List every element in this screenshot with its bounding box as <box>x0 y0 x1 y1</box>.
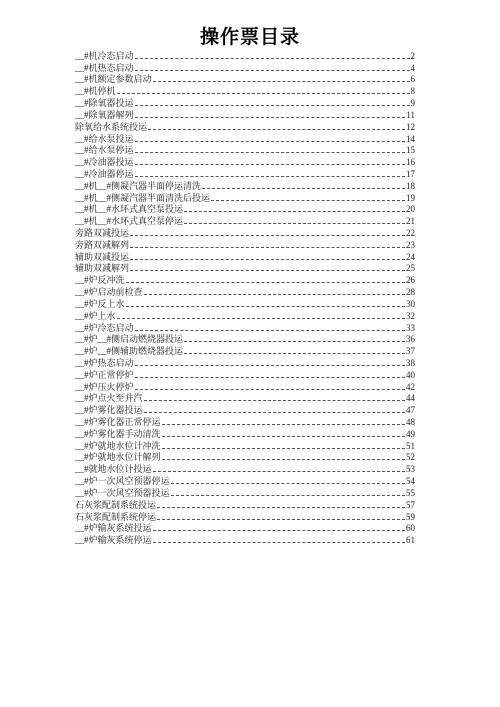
dot-leader <box>130 247 405 248</box>
toc-entry-label: __#炉输灰系统投运 <box>75 523 152 534</box>
toc-entry-page-number: 25 <box>406 263 415 274</box>
dot-leader <box>171 483 405 484</box>
toc-entry[interactable] <box>75 345 415 357</box>
dot-leader <box>157 507 405 508</box>
toc-entry-page-number: 15 <box>406 145 415 156</box>
dot-leader <box>162 424 405 425</box>
dot-leader <box>162 436 405 437</box>
toc-entry-label: 旁路双减解列 <box>75 239 130 250</box>
dot-leader <box>135 152 405 153</box>
toc-entry[interactable] <box>75 62 415 74</box>
toc-entry-label: __#机额定参数启动 <box>75 74 152 85</box>
toc-entry-page-number: 4 <box>410 62 415 73</box>
dot-leader <box>162 448 405 449</box>
toc-entry-page-number: 36 <box>406 334 415 345</box>
toc-entry-page-number: 54 <box>406 476 415 487</box>
dot-leader <box>153 542 405 543</box>
toc-entry-page-number: 21 <box>406 216 415 227</box>
toc-entry-label: __#机热态启动 <box>75 62 134 73</box>
toc-entry-label: __#炉__#侧辅助燃烧器投运 <box>75 346 184 357</box>
dot-leader <box>135 117 406 118</box>
toc-entry-label: __#机__#侧凝汽器半面清洗后投运 <box>75 192 211 203</box>
toc-entry-page-number: 23 <box>406 239 415 250</box>
dot-leader <box>135 58 410 59</box>
toc-entry-label: __#炉一次风空预器停运 <box>75 476 170 487</box>
dot-leader <box>157 519 405 520</box>
toc-entry[interactable] <box>75 440 415 452</box>
toc-entry[interactable] <box>75 145 415 157</box>
toc-entry[interactable] <box>75 156 415 168</box>
toc-entry[interactable] <box>75 227 415 239</box>
toc-entry-label: 辅助双减解列 <box>75 263 130 274</box>
dot-leader <box>153 530 405 531</box>
dot-leader <box>184 341 405 342</box>
toc-entry-label: __#除氧器解列 <box>75 109 134 120</box>
dot-leader <box>135 164 405 165</box>
dot-leader <box>130 235 405 236</box>
dot-leader <box>184 223 405 224</box>
toc-entry[interactable] <box>75 404 415 416</box>
toc-entry-label: __#机__#水环式真空泵停运 <box>75 216 184 227</box>
toc-entry[interactable] <box>75 369 415 381</box>
toc-entry[interactable] <box>75 85 415 97</box>
toc-entry-page-number: 28 <box>406 287 415 298</box>
toc-entry[interactable] <box>75 475 415 487</box>
toc-entry-label: __#炉__#侧启动燃烧器投运 <box>75 334 184 345</box>
toc-entry[interactable] <box>75 393 415 405</box>
toc-entry-page-number: 51 <box>406 440 415 451</box>
toc-entry[interactable] <box>75 215 415 227</box>
toc-entry-page-number: 47 <box>406 405 415 416</box>
toc-entry-page-number: 60 <box>406 523 415 534</box>
toc-entry-label: 石灰浆配制系统投运 <box>75 499 157 510</box>
dot-leader <box>144 294 405 295</box>
toc-entry-label: __#冷油器停运 <box>75 168 134 179</box>
toc-entry-page-number: 12 <box>406 121 415 132</box>
toc-entry[interactable] <box>75 180 415 192</box>
toc-entry-label: __#炉上水 <box>75 310 116 321</box>
toc-entry-label: __#机__#水环式真空泵投运 <box>75 204 184 215</box>
dot-leader <box>153 471 405 472</box>
toc-entry-label: __#机停机 <box>75 86 116 97</box>
toc-entry-label: __#炉启动前检查 <box>75 287 143 298</box>
toc-entry[interactable] <box>75 511 415 523</box>
toc-entry-label: __#炉热态启动 <box>75 357 134 368</box>
toc-entry-label: 旁路双减投运 <box>75 228 130 238</box>
dot-leader <box>135 70 410 71</box>
toc-entry[interactable] <box>75 50 415 62</box>
dot-leader <box>130 270 405 271</box>
toc-entry-page-number: 52 <box>406 452 415 463</box>
toc-entry-page-number: 14 <box>406 133 415 144</box>
toc-entry-label: __#炉雾化器投运 <box>75 405 143 416</box>
dot-leader <box>135 176 405 177</box>
toc-entry-page-number: 8 <box>410 86 415 97</box>
toc-entry[interactable] <box>75 121 415 133</box>
toc-entry[interactable] <box>75 263 415 275</box>
dot-leader <box>144 412 405 413</box>
toc-entry-page-number: 16 <box>406 157 415 168</box>
toc-entry-page-number: 9 <box>410 98 415 109</box>
toc-entry[interactable] <box>75 463 415 475</box>
toc-entry-page-number: 38 <box>406 357 415 368</box>
toc-entry[interactable] <box>75 322 415 334</box>
toc-entry-label: __#炉就地水位计冲洗 <box>75 440 161 451</box>
toc-entry-page-number: 44 <box>406 393 415 404</box>
toc-entry-page-number: 6 <box>410 74 415 85</box>
toc-entry[interactable] <box>75 298 415 310</box>
toc-entry-page-number: 61 <box>406 535 415 546</box>
toc-entry-page-number: 40 <box>406 369 415 380</box>
toc-entry-label: __#炉输灰系统停运 <box>75 535 152 546</box>
dot-leader <box>211 200 405 201</box>
toc-entry[interactable] <box>75 239 415 251</box>
toc-entry-page-number: 30 <box>406 298 415 309</box>
toc-entry[interactable] <box>75 109 415 121</box>
dot-leader <box>153 81 410 82</box>
toc-entry-page-number: 11 <box>406 109 415 120</box>
dot-leader <box>135 365 405 366</box>
toc-entry-page-number: 33 <box>406 322 415 333</box>
toc-entry[interactable] <box>75 334 415 346</box>
toc-entry[interactable] <box>75 452 415 464</box>
toc-entry-page-number: 48 <box>406 417 415 427</box>
dot-leader <box>126 282 405 283</box>
toc-entry-page-number: 37 <box>406 346 415 357</box>
toc-entry[interactable] <box>75 97 415 109</box>
toc-entry-label: __#炉正常停炉 <box>75 369 134 380</box>
toc-entry-label: __#炉点火至并汽 <box>75 393 143 404</box>
dot-leader <box>162 459 405 460</box>
dot-leader <box>135 141 405 142</box>
toc-entry-page-number: 19 <box>406 192 415 203</box>
toc-entry[interactable] <box>75 251 415 263</box>
toc-entry-page-number: 49 <box>406 428 415 439</box>
dot-leader <box>117 318 405 319</box>
toc-entry-label: __#炉雾化器手动清洗 <box>75 428 161 439</box>
toc-entry-label: __#炉反冲洗 <box>75 275 125 286</box>
toc-entry[interactable] <box>75 499 415 511</box>
dot-leader <box>184 211 405 212</box>
toc-entry-label: __#就地水位计投运 <box>75 464 152 475</box>
dot-leader <box>144 400 405 401</box>
toc-entry[interactable] <box>75 381 415 393</box>
toc-entry-page-number: 53 <box>406 464 415 475</box>
toc-entry-label: 除氧给水系统投运 <box>75 121 148 132</box>
toc-entry-label: __#冷油器投运 <box>75 157 134 168</box>
toc-entry-page-number: 32 <box>406 310 415 321</box>
toc-entry-page-number: 26 <box>406 275 415 286</box>
toc-entry-label: __#炉反上水 <box>75 298 125 309</box>
toc-entry[interactable] <box>75 168 415 180</box>
toc-entry[interactable] <box>75 487 415 499</box>
toc-entry-page-number: 18 <box>406 180 415 191</box>
dot-leader <box>148 129 405 130</box>
toc-entry-label: __#炉冷态启动 <box>75 322 134 333</box>
toc-entry-label: __#给水泵投运 <box>75 133 134 144</box>
toc-entry-page-number: 24 <box>406 251 415 262</box>
toc-entry[interactable] <box>75 204 415 216</box>
toc-entry-label: __#机冷态启动 <box>75 50 134 61</box>
toc-entry-page-number: 20 <box>406 204 415 215</box>
dot-leader <box>171 495 405 496</box>
toc-entry[interactable] <box>75 357 415 369</box>
toc-entry[interactable] <box>75 428 415 440</box>
toc-entry-page-number: 59 <box>406 511 415 522</box>
dot-leader <box>117 93 410 94</box>
toc-entry-label: __#除氧器投运 <box>75 98 134 109</box>
toc-entry-label: __#炉一次风空预器投运 <box>75 487 170 498</box>
toc-entry-label: 石灰浆配制系统停运 <box>75 511 157 522</box>
toc-entry-page-number: 55 <box>406 487 415 498</box>
dot-leader <box>135 389 405 390</box>
page-title: 操作票目录 <box>199 26 300 48</box>
toc-entry[interactable] <box>75 74 415 86</box>
toc-entry[interactable] <box>75 192 415 204</box>
toc-entry-label: 辅助双减投运 <box>75 251 130 262</box>
dot-leader <box>130 259 405 260</box>
dot-leader <box>184 353 405 354</box>
toc-entry[interactable] <box>75 274 415 286</box>
dot-leader <box>202 188 405 189</box>
toc-entry[interactable] <box>75 523 415 535</box>
toc-entry[interactable] <box>75 416 415 428</box>
table-of-contents <box>75 50 415 546</box>
toc-entry[interactable] <box>75 310 415 322</box>
toc-entry-label: __#机__#侧凝汽器半面停运清洗 <box>75 180 202 191</box>
toc-entry[interactable] <box>75 133 415 145</box>
toc-entry[interactable] <box>75 286 415 298</box>
toc-entry-label: __#给水泵停运 <box>75 145 134 156</box>
toc-entry-label: __#炉就地水位计解列 <box>75 452 161 463</box>
dot-leader <box>135 330 405 331</box>
toc-entry-page-number: 17 <box>406 168 415 179</box>
toc-entry-label: __#炉雾化器正常停运 <box>75 417 161 427</box>
toc-entry[interactable] <box>75 534 415 546</box>
toc-entry-page-number: 57 <box>406 499 415 510</box>
dot-leader <box>135 377 405 378</box>
toc-entry-page-number: 42 <box>406 381 415 392</box>
toc-entry-page-number: 2 <box>410 50 415 61</box>
toc-entry-page-number: 22 <box>406 228 415 238</box>
dot-leader <box>126 306 405 307</box>
dot-leader <box>135 105 410 106</box>
toc-entry-label: __#炉压火停炉 <box>75 381 134 392</box>
